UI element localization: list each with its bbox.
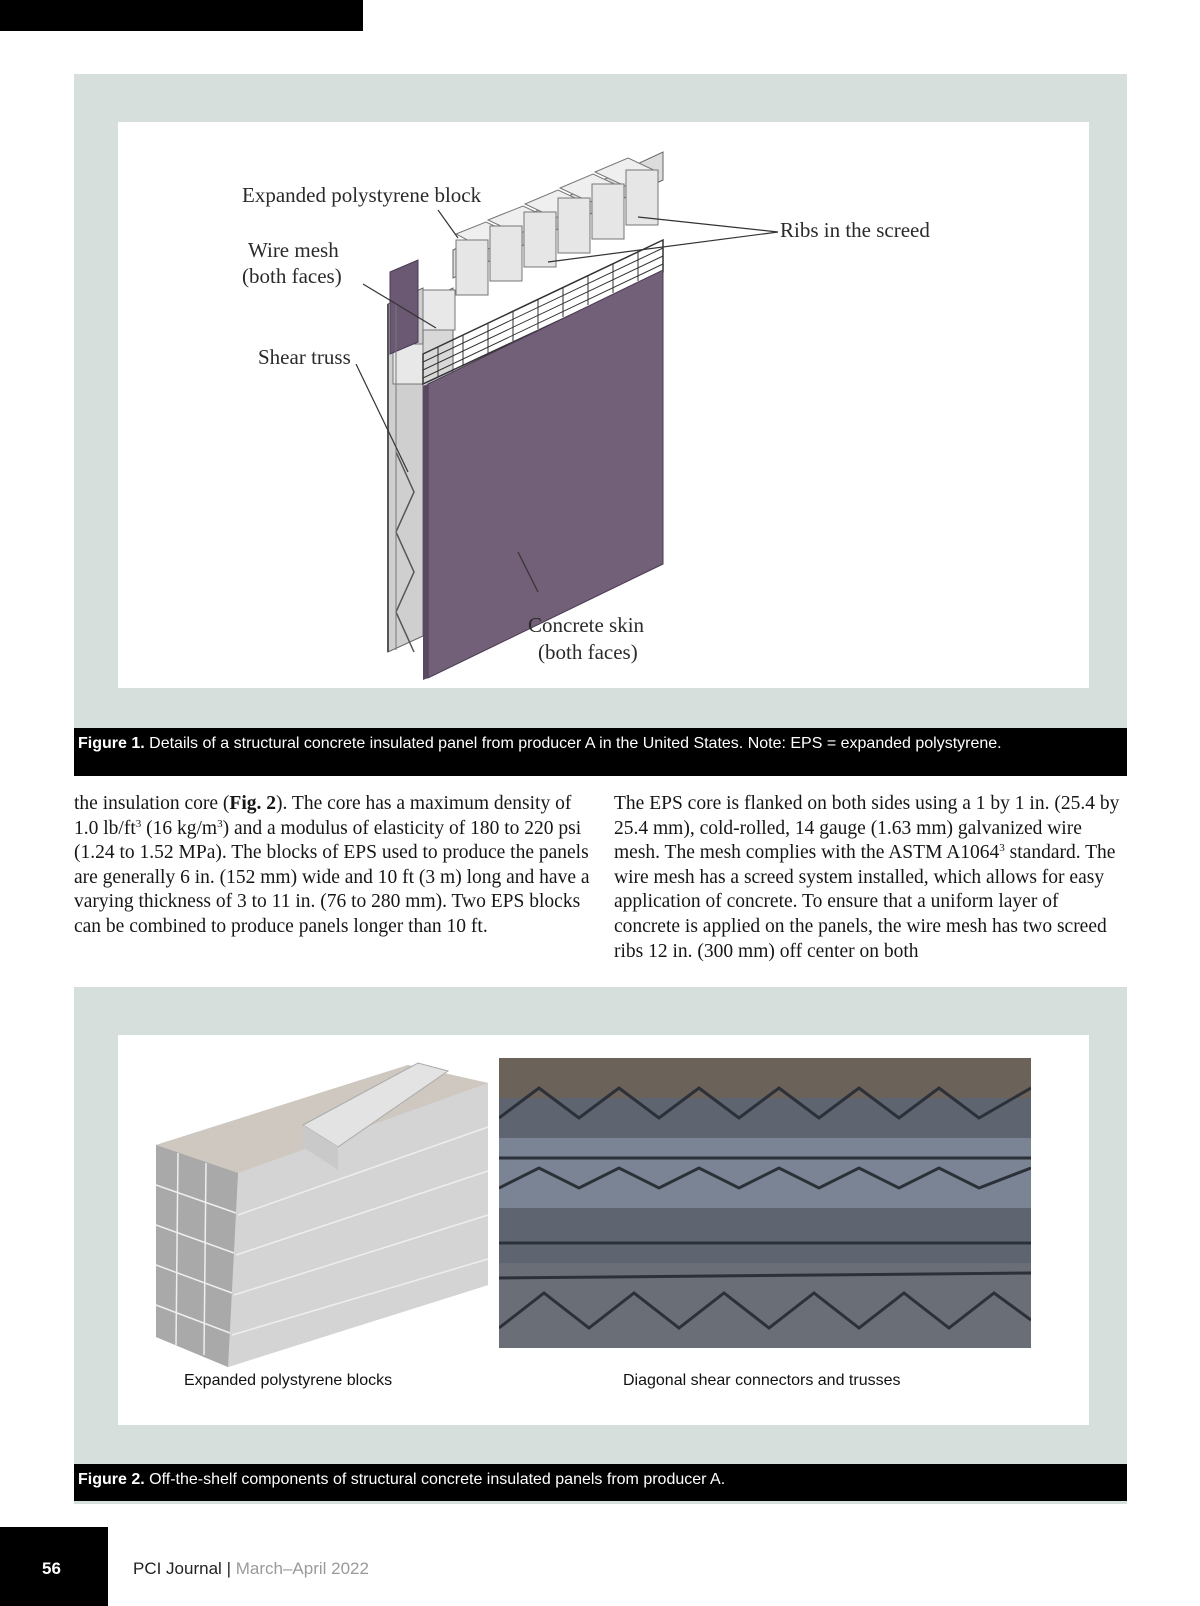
journal-name: PCI Journal: [133, 1559, 222, 1578]
body-paragraph-left: the insulation core (Fig. 2). The core has a maximum density of 1.0 $lb/ft^3$ (16 $kg/m^3$) and a modulus of elasticity of 180 to 220 psi (1.24 to 1.52 MPa). The blocks of EPS used to produce the panels are generally 6 in. (152 mm) wide and 10 ft (3 m) long and have a varying thickness of 3 to 11 in. (76 to 280 mm). Two EPS blocks can be combined to produce panels longer than 10 ft.: [74, 793, 590, 937]
label-concrete-faces: (both faces): [538, 640, 638, 664]
figure-2-caption-label: Figure 2.: [78, 1471, 145, 1488]
fig-2-reference[interactable]: Fig. 2: [229, 793, 277, 814]
header-bar: [0, 0, 363, 31]
figure-1: [74, 74, 1127, 776]
figure-1-caption-text: Details of a structural concrete insulated panel from producer A in the United States. Note: EPS = expanded polystyrene.: [149, 735, 1002, 752]
issue-date: March–April 2022: [235, 1559, 369, 1578]
body-column-right: [614, 792, 1129, 964]
figure-1-caption-label: Figure 1.: [78, 735, 145, 752]
label-wire-mesh-faces: (both faces): [242, 264, 342, 288]
page-number: 56: [42, 1559, 61, 1578]
figure-2: [74, 987, 1127, 1504]
eps-blocks-photo: [148, 1055, 498, 1370]
photo-label-trusses: Diagonal shear connectors and trusses: [623, 1372, 901, 1389]
journal-footer: [133, 1559, 369, 1579]
label-ribs: Ribs in the screed: [780, 218, 930, 242]
footer-separator: |: [226, 1559, 231, 1578]
label-eps-block: Expanded polystyrene block: [242, 183, 482, 207]
label-wire-mesh: Wire mesh: [248, 238, 339, 262]
figure-2-panel: [118, 1035, 1089, 1425]
reference-superscript[interactable]: 3: [999, 842, 1005, 855]
figure-1-caption: [74, 728, 1127, 776]
body-column-left: [74, 792, 594, 940]
photo-label-eps: Expanded polystyrene blocks: [184, 1372, 393, 1389]
figure-2-caption-text: Off-the-shelf components of structural concrete insulated panels from producer A.: [149, 1471, 726, 1488]
scip-panel-diagram: [118, 122, 1089, 688]
figure-2-caption: [74, 1464, 1127, 1501]
figure-1-panel: [118, 122, 1089, 688]
body-paragraph-right: The EPS core is flanked on both sides using a 1 by 1 in. (25.4 by 25.4 mm), cold-rolled, 14 gauge (1.63 mm) galvanized wire mesh. The mesh complies with the ASTM A1064$^3$ standard. The wire mesh has a screed system installed, which allows for easy application of concrete. To ensure that a uniform layer of concrete is applied on the panels, the wire mesh has two screed ribs 12 in. (300 mm) off center on both: [614, 793, 1120, 962]
label-concrete-skin: Concrete skin: [528, 613, 645, 637]
back-concrete-skin: [390, 260, 418, 354]
label-shear-truss: Shear truss: [258, 345, 351, 369]
shear-trusses-photo: [499, 1058, 1031, 1348]
